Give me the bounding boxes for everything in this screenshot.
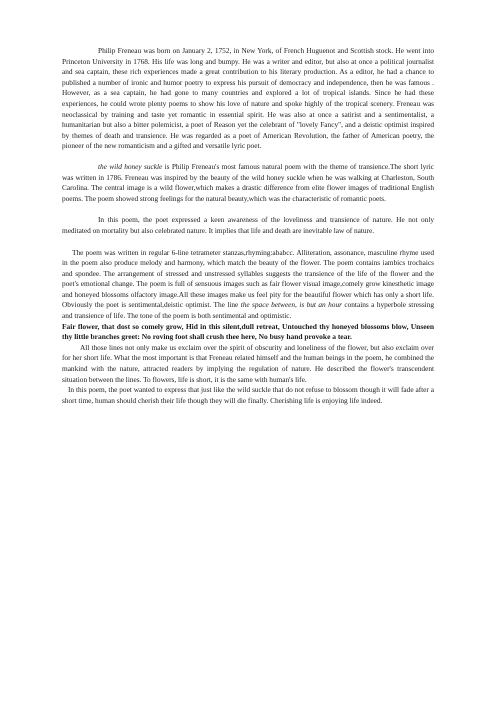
paragraph-interpretation: All those lines not only make us exclaim over the spirit of obscurity and loneliness of the flower, but also exclaim over for her short life. What the most important is that Freneau related himself and the human beings in the poem, he combined the mankind with the nature, attracted readers by implying the regulation of nature. He described the flower's transcendent situation between the lines. To flowers, life is short, it is the same with human's life. xyxy=(62,342,434,384)
form-analysis-text-a: The poem was written in regular 6-line tetrameter stanzas,rhyming:ababcc. Alliteration, assonance, masculine rhyme used in the poem also produce melody and harmony, which match the beauty of the flower. The poem contains iambics trochaics and spondee. The arrangement of stressed and unstressed syllables suggests the transience of the life of the flower and the poet's emotional change. The poem is full of sensuous images such as fair flower visual image,comely grow kinesthetic image and honeyed blossoms olfactory image.All these images make us feel pity for the beautiful flower which has only a short life. Obviously the poet is sentimental,deistic optimist. The line xyxy=(62,247,434,310)
paragraph-biography: Philip Freneau was born on January 2, 1752, in New York, of French Huguenot and Scottish stock. He went into Princeton University in 1768. His life was long and bumpy. He was a writer and editor, but also at once a political journalist and sea captain, these rich experiences made a great contribution to his literary production. As a editor, he had a chance to published a number of ironic and humor poetry to express his pursuit of democracy and independence, then he was famous . However, as a sea captain, he had gone to many countries and explored a lot of tropical islands. Since he had these experiences, he could wrote plenty poems to show his love of nature and spoke highly of the tropical scenery. Freneau was neoclassical by training and taste yet romantic in essential spirit. He was also at once a satirist and a sentimentalist, a humanitarian but also a bitter polemicist, a poet of Reason yet the celebrant of "lovely Fancy", and a deistic optimist inspired by themes of death and transience. He was regarded as a poet of American Revolution, the father of American poetry, the pioneer of the new romanticism and a gifted and versatile lyric poet. xyxy=(62,46,434,151)
paragraph-conclusion: In this poem, the poet wanted to express that just like the wild suckle that do not refuse to blossom though it will fade after a short time, human should cherish their life though they will die finally. Cherishing life is enjoying life indeed. xyxy=(62,385,434,405)
poem-intro-text: is Philip Freneau's most famous natural poem with the theme of transience.The short lyric was written in 1786. Freneau was inspired by the beauty of the wild honey suckle when he was walking at Charleston, South Carolina. The central image is a wild flower,which makes a drastic difference from elite flower images of traditional English poems. The poem showed strong feelings for the natural beauty,which was the characteristic of romantic poets. xyxy=(62,161,434,203)
paragraph-poem-intro xyxy=(62,162,434,204)
poem-title: the wild honey suckle xyxy=(98,161,163,171)
paragraph-theme: In this poem, the poet expressed a keen awareness of the loveliness and transience of nature. He not only meditated on mortality but also celebrated nature. It implies that life and death are inevitable law of nature. xyxy=(62,215,434,235)
paragraph-form-analysis xyxy=(62,248,434,322)
form-analysis-text-b: contains a hyperbole stressing and transience of life. The tone of the poem is both sentimental and optimistic. xyxy=(62,300,434,321)
quoted-line: the space between, is but an hour xyxy=(240,300,342,310)
poem-stanza-quote: Fair flower, that dost so comely grow, Hid in this silent,dull retreat, Untouched thy honeyed blossoms blow, Unseen thy little branches greet: No roving foot shall crush thee here, No busy hand provoke a tear. xyxy=(62,321,434,342)
